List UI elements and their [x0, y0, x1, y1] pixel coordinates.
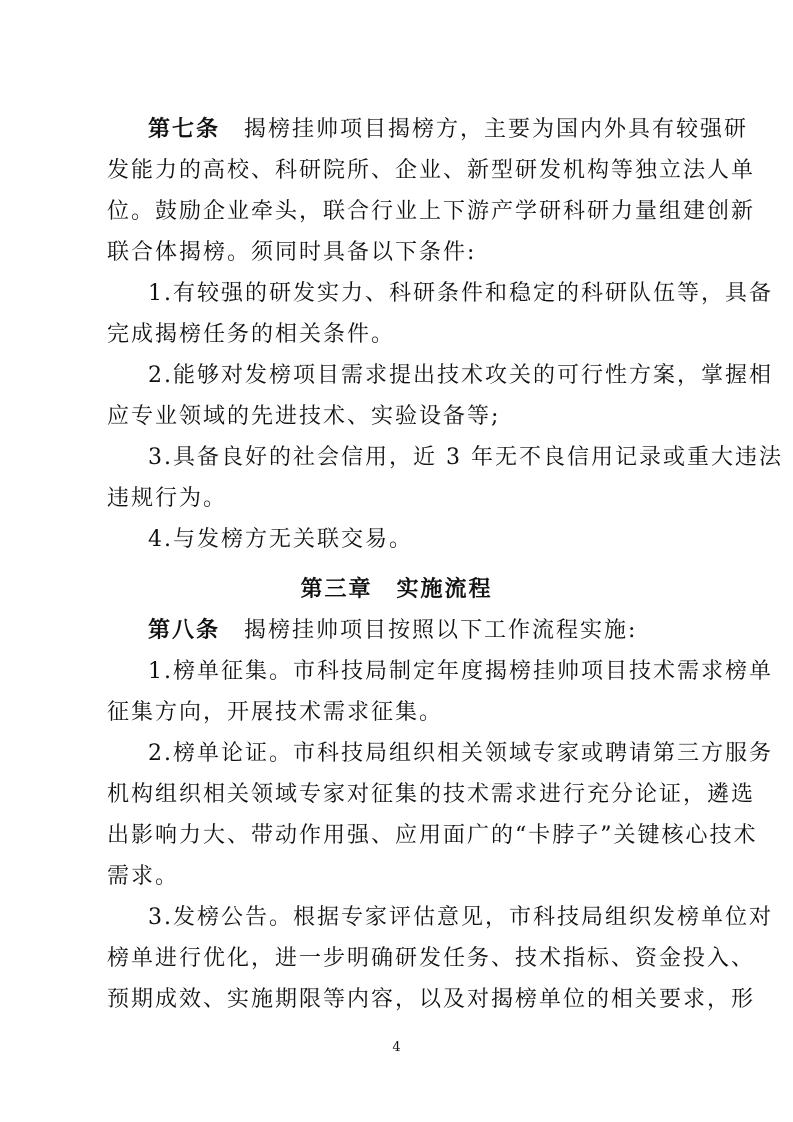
article-7-item-2-cont: 应专业领域的先进技术、实验设备等; — [107, 404, 501, 429]
article-8-item-3-cont-2: 预期成效、实施期限等内容，以及对揭榜单位的相关要求，形 — [107, 987, 756, 1012]
article-8-item-3-cont-1: 榜单进行优化，进一步明确研发任务、技术指标、资金投入、 — [107, 946, 756, 971]
article-8-item-2-cont-2: 出影响力大、带动作用强、应用面广的“卡脖子”关键核心技术 — [107, 823, 758, 848]
chapter-number: 第三章 — [300, 577, 373, 602]
article-8-item-1: 1.榜单征集。市科技局制定年度揭榜挂帅项目技术需求榜单 — [148, 659, 773, 684]
article-7-item-4: 4.与发榜方无关联交易。 — [148, 527, 413, 552]
article-8-heading: 第八条 — [148, 618, 221, 643]
chapter-title — [0, 575, 793, 605]
article-7-item-2: 2.能够对发榜项目需求提出技术攻关的可行性方案，掌握相 — [148, 363, 773, 388]
article-8-item-3: 3.发榜公告。根据专家评估意见，市科技局组织发榜单位对 — [148, 905, 773, 930]
article-7-item-1: 1.有较强的研发实力、科研条件和稳定的科研队伍等，具备 — [148, 281, 773, 306]
article-8-first-line — [148, 616, 637, 646]
article-7-line-3: 位。鼓励企业牵头，联合行业上下游产学研科研力量组建创新 — [107, 199, 756, 224]
article-8-item-1-cont: 征集方向，开展技术需求征集。 — [107, 700, 444, 725]
article-7-first-line — [148, 115, 748, 145]
chapter-name: 实施流程 — [396, 577, 493, 602]
article-7-text: 揭榜挂帅项目揭榜方，主要为国内外具有较强研 — [244, 117, 749, 142]
article-8-item-2: 2.榜单论证。市科技局组织相关领域专家或聘请第三方服务 — [148, 741, 773, 766]
article-8-item-2-cont-3: 需求。 — [107, 864, 180, 889]
article-7-line-2: 发能力的高校、科研院所、企业、新型研发机构等独立法人单 — [107, 158, 756, 183]
article-8-text: 揭榜挂帅项目按照以下工作流程实施: — [244, 618, 638, 643]
page-number: 4 — [392, 1040, 401, 1055]
article-8-item-2-cont-1: 机构组织相关领域专家对征集的技术需求进行充分论证，遴选 — [107, 782, 756, 807]
article-7-item-1-cont: 完成揭榜任务的相关条件。 — [107, 322, 396, 347]
article-7-line-4: 联合体揭榜。须同时具备以下条件: — [107, 240, 477, 265]
article-7-item-3-cont: 违规行为。 — [107, 486, 228, 511]
article-7-heading: 第七条 — [148, 117, 221, 142]
article-7-item-3: 3.具备良好的社会信用，近 3 年无不良信用记录或重大违法 — [148, 445, 783, 470]
